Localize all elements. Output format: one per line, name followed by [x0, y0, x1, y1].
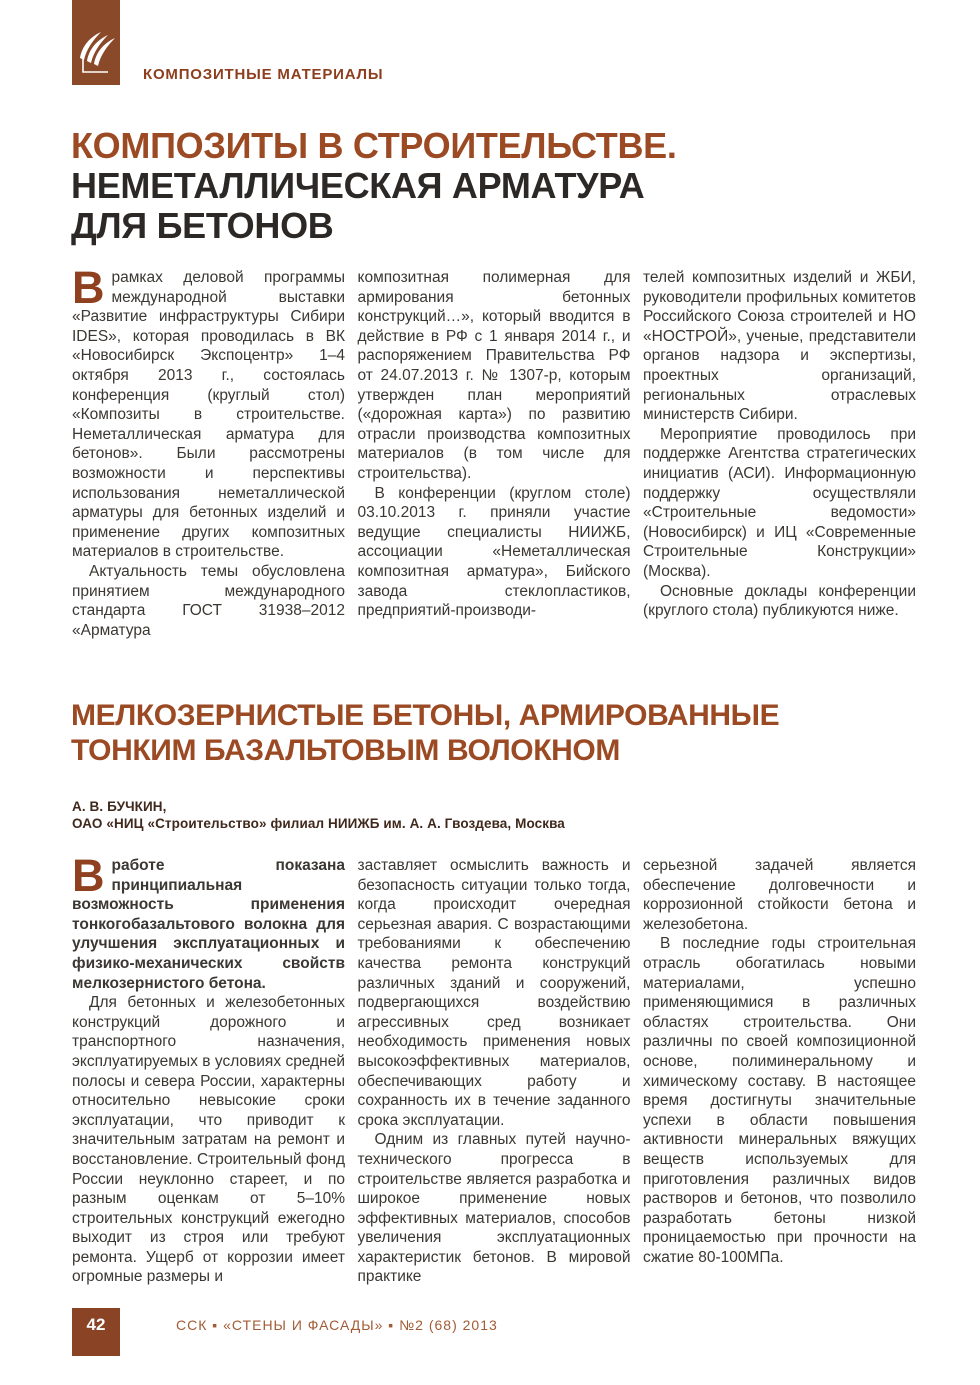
paragraph: телей композитных изделий и ЖБИ, руководители профильных комитетов Российского Союза строителей и НО «НОСТРОЙ», ученые, представители органов надзора и экспертизы, проектных организаций, региональных отраслевых министерств Сибири. [643, 269, 916, 424]
article2-column-3 [643, 856, 916, 1287]
article2-authors [72, 798, 565, 832]
page-number-badge [72, 1308, 120, 1356]
article1-column-2 [358, 268, 631, 640]
article2-title-line2: ТОНКИМ БАЗАЛЬТОВЫМ ВОЛОКНОМ [71, 734, 620, 767]
article1-title-line3: ДЛЯ БЕТОНОВ [71, 205, 334, 246]
paragraph: Основные доклады конференции (круглого стола) публикуются ниже. [643, 582, 916, 620]
section-label: КОМПОЗИТНЫЕ МАТЕРИАЛЫ [143, 66, 384, 83]
three-curved-leaves-icon [72, 72, 120, 89]
article1-body [72, 262, 916, 640]
article2-column-1 [72, 850, 345, 1287]
article2-body [72, 850, 916, 1287]
author-affiliation: ОАО «НИЦ «Строительство» филиал НИИЖБ им. А. А. Гвоздева, Москва [72, 816, 565, 831]
paragraph: заставляет осмыслить важность и безопасность ситуации только тогда, когда происходит очередная серьезная авария. С возрастающими требованиями к обеспечению качества ремонта конструкций различных зданий и сооружений, подвергающихся воздействию агрессивных сред возникает необходимость применения новых высокоэффективных материалов, обеспечивающих работу и сохранность их в течение заданного срока эксплуатации. [357, 857, 631, 1129]
journal-footer: ССК ▪ «СТЕНЫ И ФАСАДЫ» ▪ №2 (68) 2013 [176, 1317, 498, 1333]
article1-column-1 [72, 262, 345, 640]
article1-title-line2: НЕМЕТАЛЛИЧЕСКАЯ АРМАТУРА [71, 165, 645, 206]
paragraph: Одним из главных путей научно-технического прогресса в строительстве является разработка и широкое применение новых эффективных материалов, способов увеличения эксплуатационных характеристик бетонов. В мировой практике [357, 1131, 631, 1286]
paragraph-text: работе показана принципиальная возможность применения тонкогобазальтового волокна для улучшения эксплуатационных и физико-механических свойств мелкозернистого бетона. [72, 857, 345, 992]
paragraph: В последние годы строительная отрасль обогатилась новыми материалами, успешно применяющимися в различных областях строительства. Они различны по своей композиционной основе, полиминеральному и химическому составу. В настоящее время достигнуты значительные успехи в области повышения активности минеральных вяжущих веществ используемых для приготовления различных видов растворов и бетонов, что позволило разработать бетоны низкой проницаемостью при прочности на сжатие 80-100МПа. [643, 935, 916, 1266]
paragraph: Актуальность темы обусловлена принятием международного стандарта ГОСТ 31938–2012 «Арматура [72, 562, 345, 639]
lead-paragraph [72, 850, 345, 993]
paragraph: композитная полимерная для армирования бетонных конструкций…», который вводится в действие в РФ с 1 января 2014 г., и распоряжением Правительства РФ от 24.07.2013 г. № 1307-р, которым утвержден план мероприятий («дорожная карта») по развитию отрасли производства композитных материалов (в том числе для строительства). [357, 269, 631, 482]
author-name: А. В. БУЧКИН, [72, 799, 167, 814]
article2-column-2 [358, 856, 631, 1287]
page-number: 42 [86, 1315, 106, 1334]
dropcap-letter: В [72, 850, 105, 901]
article1-column-3 [643, 268, 916, 640]
paragraph: Для бетонных и железобетонных конструкций дорожного и транспортного назначения, эксплуатируемых в условиях средней полосы и севера России, характерны относительно невысокие сроки эксплуатации, что приводит к значительным затратам на ремонт и восстановление. Строительный фонд России неуклонно стареет, и по разным оценкам от 5–10% строительных конструкций ежегодно выходит из строя или требуют ремонта. Ущерб от коррозии имеет огромные размеры и [72, 994, 345, 1286]
paragraph: В конференции (круглом столе) 03.10.2013 г. приняли участие ведущие специалисты НИИЖБ, ассоциации «Неметаллическая композитная арматура», Бийского завода стеклопластиков, предприятий-производи- [357, 484, 631, 620]
publisher-logo [72, 0, 120, 85]
article1-title-line1: КОМПОЗИТЫ В СТРОИТЕЛЬСТВЕ. [71, 125, 677, 166]
paragraph: Мероприятие проводилось при поддержке Агентства стратегических инициатив (АСИ). Информационную поддержку осуществляли «Строительные ведомости» (Новосибирск) и ИЦ «Современные Строительные Конструкции» (Москва). [643, 425, 916, 580]
article2-title [71, 698, 779, 768]
article1-title [71, 126, 677, 246]
article2-title-line1: МЕЛКОЗЕРНИСТЫЕ БЕТОНЫ, АРМИРОВАННЫЕ [71, 699, 780, 732]
paragraph [72, 262, 345, 562]
paragraph-text: рамках деловой программы международной выставки «Развитие инфраструктуры Сибири IDES», которая проводилась в ВК «Новосибирск Экспоцентр» 1–4 октября 2013 г., состоялась конференция (круглый стол) «Композиты в строительстве. Неметаллическая арматура для бетонов». Были рассмотрены возможности и перспективы использования неметаллической арматуры для бетонных изделий и применение других композитных материалов в строительстве. [72, 269, 345, 561]
dropcap-letter: В [72, 262, 105, 313]
paragraph: серьезной задачей является обеспечение долговечности и коррозионной стойкости бетона и железобетона. [643, 857, 916, 933]
